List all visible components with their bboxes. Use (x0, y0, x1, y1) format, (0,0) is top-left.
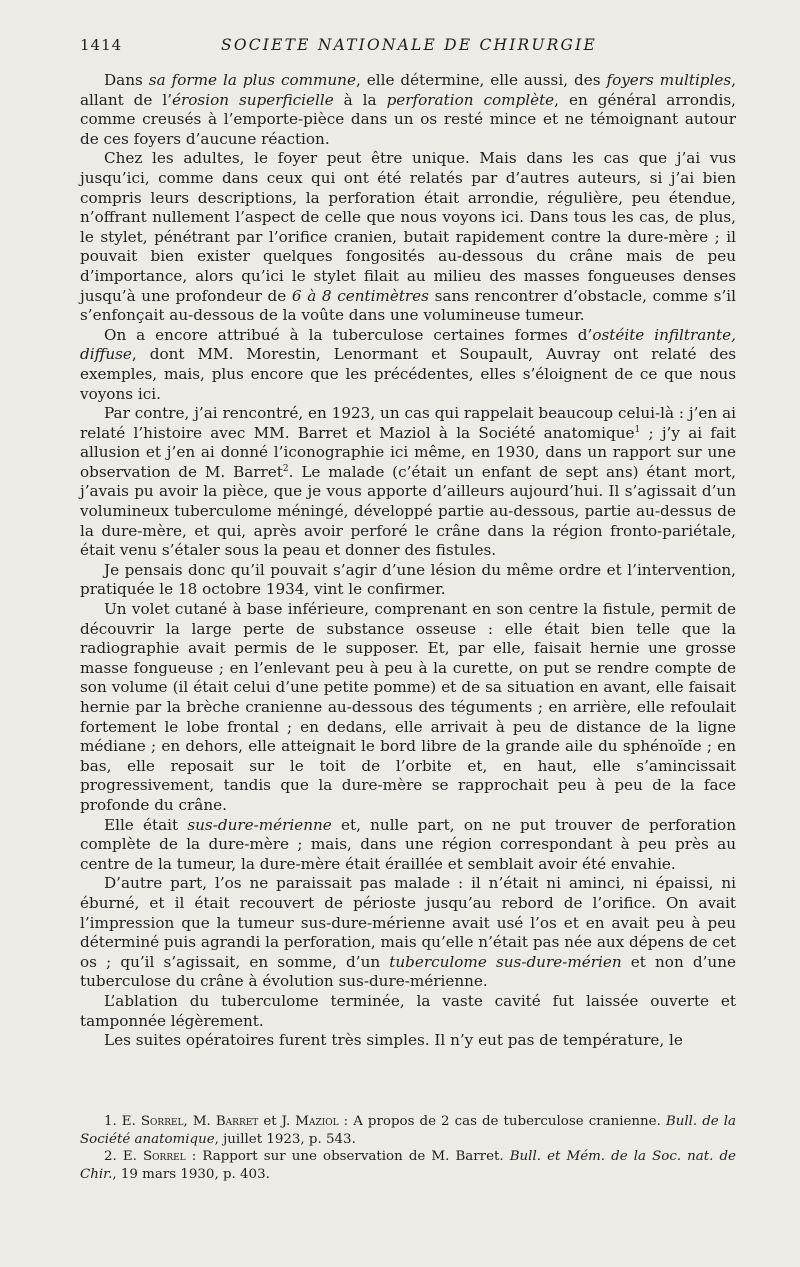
text-run: 1. E. (104, 1114, 141, 1129)
text-run: à la (333, 90, 387, 109)
author-name: Sorrel (142, 1149, 186, 1164)
italic-text: perforation complète (386, 90, 555, 109)
footnote-ref: 2 (282, 463, 289, 474)
text-run: Les suites opératoires furent très simples. Il n’y eut pas de température, le (104, 1031, 683, 1050)
paragraph (80, 404, 736, 561)
italic-text: tuberculome sus-dure-mérien (389, 952, 622, 971)
text-run: Un volet cutané à base inférieure, comprenant en son centre la fistule, permit de découvrir la large perte de substance osseuse : elle était bien telle que la radiographie avait permis de le supposer. Et, par elle, faisait hernie une grosse masse fongueuse ; en l’enlevant peu à peu à la curette, on put se rendre compte de son volume (il était celui d’une petite pomme) et de sa situation en avant, elle faisait hernie par la brèche cranienne au-dessous des téguments ; en arrière, elle refoulait fortement le lobe frontal ; en dedans, elle arrivait à peu de distance de la ligne médiane ; en dehors, elle atteignait le bord libre de la grande aile du sphénoïde ; en bas, elle reposait sur le toit de l’orbite et, en haut, elle s’amincissait progressivement, tandis que la dure-mère se rapprochait peu à peu de la face profonde du crâne. (80, 600, 736, 814)
text-run: : A propos de 2 cas de tuberculose cranienne. (338, 1114, 666, 1129)
paragraph (80, 874, 736, 992)
author-name: Sorrel (140, 1114, 184, 1129)
paragraph (80, 992, 736, 1031)
italic-text: foyers multiples (606, 71, 732, 89)
text-run: Elle était (104, 815, 188, 834)
text-run: Par contre, j’ai rencontré, en 1923, un cas qui rappelait beaucoup celui-là : j’en ai relaté l’histoire avec MM. Barret et Maziol à la Société anatomique (80, 404, 736, 442)
paragraph (80, 1031, 736, 1051)
footnote (80, 1148, 736, 1183)
text-run: , M. (183, 1114, 216, 1129)
paragraph (80, 600, 736, 816)
text-run: Chez les adultes, le foyer peut être unique. Mais dans les cas que j’ai vus jusqu’ici, comme dans ceux qui ont été relatés par d’autres auteurs, si j’ai bien compris leurs descriptions, la perforation était arrondie, régulière, peu étendue, n’offrant nullement l’aspect de celle que nous voyons ici. Dans tous les cas, de plus, le stylet, pénétrant par l’orifice cranien, butait rapidement contre la dure-mère ; il pouvait bien exister quelques fongosités au-dessous du crâne mais de peu d’importance, alors qu’ici le stylet filait au milieu des masses fongueuses denses jusqu’à une profondeur de (80, 149, 736, 305)
text-run: , dont MM. Morestin, Lenormant et Soupault, Auvray ont relaté des exemples, mais, plus encore que les précédentes, elles s’éloignent de ce que nous voyons ici. (80, 345, 736, 403)
italic-text: Bull. de la Société anatomique (80, 1114, 736, 1147)
text-run: , juillet 1923, p. 543. (214, 1131, 356, 1147)
text-run: et non d’une tuberculose du crâne à évolution sus-dure-mérienne. (80, 952, 736, 991)
running-title: SOCIETE NATIONALE DE CHIRURGIE (221, 36, 597, 54)
text-run: , allant de l’ (80, 71, 736, 109)
footnotes (80, 1113, 736, 1183)
paragraph (80, 71, 736, 149)
footnote-ref: 1 (634, 424, 641, 435)
italic-text: érosion superficielle (172, 90, 334, 109)
text-run: , elle détermine, elle aussi, des (355, 71, 607, 89)
paragraph (80, 816, 736, 875)
text-run: et, nulle part, on ne put trouver de perforation complète de la dure-mère ; mais, dans une région correspondant à peu près au centre de la tumeur, la dure-mère était éraillée et semblait avoir été envahie. (80, 815, 736, 873)
footnote (80, 1113, 736, 1148)
text-run: D’autre part, l’os ne paraissait pas malade : il n’était ni aminci, ni épaissi, ni éburné, et il était recouvert de périoste jusqu’au rebord de l’orifice. On avait l’impression que la tumeur sus-dure-mérienne avait usé l’os et en avait peu à peu déterminé puis agrandi la perforation, mais qu’elle n’était pas née aux dépens de cet os ; qu’il s’agissait, en somme, d’un (80, 874, 737, 971)
italic-text: ostéite infiltrante, diffuse (80, 325, 736, 364)
author-name: Maziol (295, 1114, 339, 1129)
text-run: , en général arrondis, comme creusés à l’emporte-pièce dans un os resté mince et ne témoignant autour de ces foyers d’aucune réaction. (80, 90, 737, 148)
text-run: , 19 mars 1930, p. 403. (112, 1166, 270, 1182)
text-run: On a encore attribué à la tuberculose certaines formes d’ (104, 325, 593, 344)
page-header (80, 36, 738, 58)
text-run: Je pensais donc qu’il pouvait s’agir d’une lésion du même ordre et l’intervention, pratiquée le 18 octobre 1934, vint le confirmer. (80, 560, 736, 599)
paragraph (80, 149, 736, 325)
text-run: ; j’y ai fait allusion et j’en ai donné l’iconographie ici même, en 1930, dans un rapport sur une observation de M. Barret (80, 423, 736, 481)
text-run: Dans (104, 71, 149, 89)
paragraph (80, 561, 736, 600)
italic-text: Bull. et Mém. de la Soc. nat. de Chir. (80, 1149, 736, 1182)
author-name: Barret (215, 1114, 259, 1129)
text-run: . Le malade (c’était un enfant de sept ans) étant mort, j’avais pu avoir la pièce, que je vous apporte d’ailleurs aujourd’hui. Il s’agissait d’un volumineux tuberculome méningé, développé partie au-dessous, partie au-dessus de la dure-mère, et qui, après avoir perforé le crâne dans la région fronto-pariétale, était venu s’étaler sous la peau et donner des fistules. (80, 462, 737, 560)
italic-text: sa forme la plus commune (148, 71, 356, 89)
text-run: et J. (258, 1114, 296, 1129)
text-run: L’ablation du tuberculome terminée, la vaste cavité fut laissée ouverte et tamponnée légèrement. (80, 991, 736, 1030)
italic-text: sus-dure-mérienne (187, 815, 332, 834)
text-run: 2. E. (104, 1149, 143, 1164)
paragraph (80, 326, 736, 404)
italic-text: 6 à 8 centimètres (291, 286, 429, 305)
page-number: 1414 (80, 36, 123, 54)
text-run: : Rapport sur une observation de M. Barret. (185, 1149, 510, 1164)
body-text (80, 71, 736, 1051)
text-run: sans rencontrer d’obstacle, comme s’il s’enfonçait au-dessous de la voûte dans une volumineuse tumeur. (80, 286, 736, 325)
